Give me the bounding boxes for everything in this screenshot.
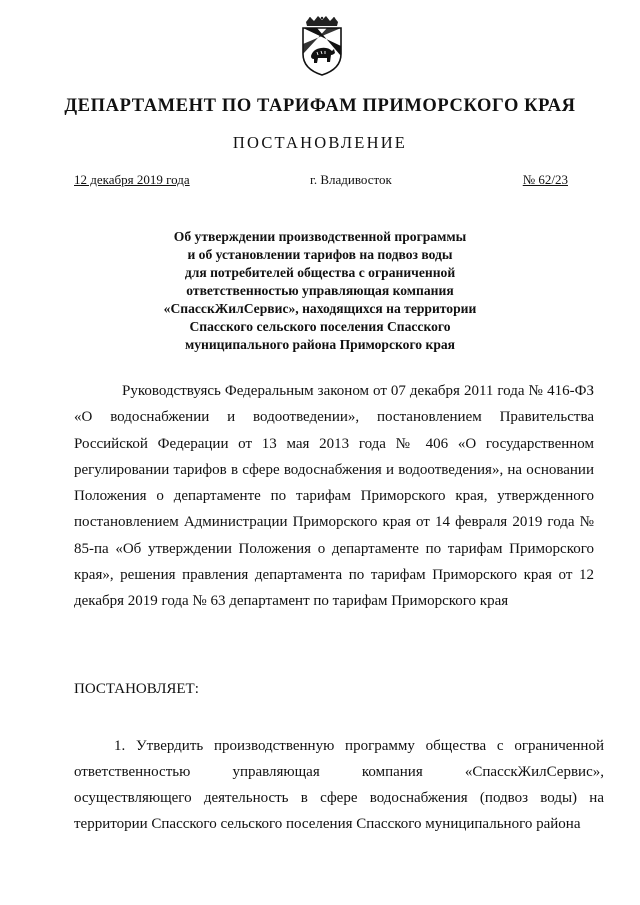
document-number: № 62/23	[522, 172, 568, 187]
document-type: ПОСТАНОВЛЕНИЕ	[232, 133, 408, 152]
department-title: ДЕПАРТАМЕНТ ПО ТАРИФАМ ПРИМОРСКОГО КРАЯ	[64, 96, 576, 116]
subject-line: для потребителей общества с ограниченной	[184, 265, 456, 280]
subject-line: ответственностью управляющая компания	[186, 283, 454, 298]
document-city: г. Владивосток	[310, 172, 392, 187]
coat-of-arms-icon	[297, 16, 347, 76]
clause-1-paragraph: 1. Утвердить производственную программу общества с ограниченной ответственностью управляющая компания «СпасскЖилСервис», осуществляющего деятельность в сфере водоснабжения (подвоз воды) на территории Спасского сельского поселения Спасского муниципального района	[74, 738, 604, 832]
preamble-paragraph: Руководствуясь Федеральным законом от 07 декабря 2011 года № 416-ФЗ «О водоснабжении и водоотведении», постановлением Правительства Российской Федерации от 13 мая 2013 года № 406 «О государственном регулировании тарифов в сфере водоснабжения и водоотведения», на основании Положения о департаменте по тарифам Приморского края, утвержденного постановлением Администрации Приморского края от 14 февраля 2019 года № 85-па «Об утверждении Положения о департаменте по тарифам Приморского края», решения правления департамента по тарифам Приморского края от 12 декабря 2019 года № 63 департамент по тарифам Приморского края	[74, 383, 594, 610]
subject-line: муниципального района Приморского края	[184, 337, 456, 352]
document-date: 12 декабря 2019 года	[74, 172, 190, 187]
resolves-heading: ПОСТАНОВЛЯЕТ:	[74, 681, 199, 697]
subject-line: и об установлении тарифов на подвоз воды	[187, 247, 453, 262]
subject-line: Об утверждении производственной программы	[173, 229, 467, 244]
document-subject	[140, 228, 500, 354]
subject-line: Спасского сельского поселения Спасского	[189, 319, 451, 334]
subject-line: «СпасскЖилСервис», находящихся на территории	[163, 301, 477, 316]
